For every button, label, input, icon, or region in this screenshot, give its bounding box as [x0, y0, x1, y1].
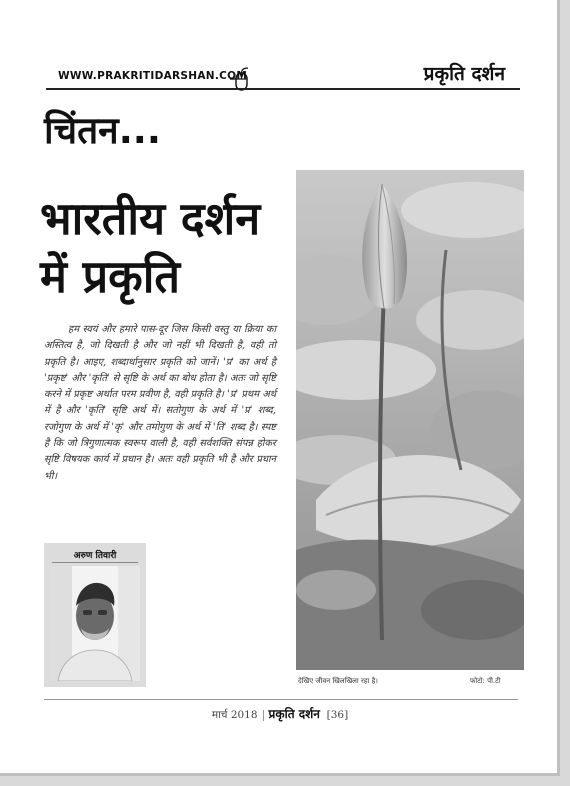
footer-date: मार्च 2018 [211, 709, 258, 721]
header-divider [46, 88, 520, 90]
footer-brand: प्रकृति दर्शन [268, 707, 320, 721]
section-heading: चिंतन... [44, 109, 161, 152]
lotus-photo [296, 170, 524, 670]
lotus-bud-image [296, 170, 524, 670]
magazine-brand: प्रकृति दर्शन [423, 63, 505, 85]
author-name: अरुण तिवारी [73, 551, 117, 561]
page-number: [36] [326, 709, 349, 721]
article-title-line-1: भारतीय दर्शन [40, 192, 261, 245]
website-url[interactable]: WWW.PRAKRITIDARSHAN.COM [58, 70, 248, 82]
photo-credit: फोटो: पी.टी [470, 677, 501, 685]
article-body: हम स्वयं और हमारे पास-दूर जिस किसी वस्तु या क्रिया का अस्तित्व है, जो दिखती है और जो नहीं भी दिखती है, वही तो प्रकृति है। आइए, शब्दार्थानुसार प्रकृति को जानें। 'प्र' का अर्थ है 'प्रकृष्ट' और 'कृति' से सृष्टि के अर्थ का बोध होता है। अतः जो सृष्टि करने में प्रकृष्ट अर्थात परम प्रवीण है, वही प्रकृति है। 'प्र' प्रथम अर्थ में है और 'कृति' सृष्टि अर्थ में। सतोगुण के अर्थ में 'प्र' शब्द, रजोगुण के अर्थ में 'कृ' और तमोगुण के अर्थ में 'ति' शब्द है। स्पष्ट है कि जो त्रिगुणात्मक स्वरूप वाली है, वही सर्वशक्ति संपन्न होकर सृष्टि विषयक कार्य में प्रधान है। अतः वही प्रकृति भी है और प्रधान भी। [44, 324, 276, 482]
article-title [40, 190, 340, 306]
page-footer [0, 705, 560, 722]
footer-separator [263, 710, 264, 721]
article-title-line-2: में प्रकृति [40, 250, 181, 303]
photo-caption: देखिए जीवन खिलखिला रहा है। [298, 677, 378, 685]
footer-divider [44, 699, 518, 700]
author-portrait [50, 566, 140, 681]
author-card [44, 543, 146, 687]
author-divider [52, 562, 138, 563]
